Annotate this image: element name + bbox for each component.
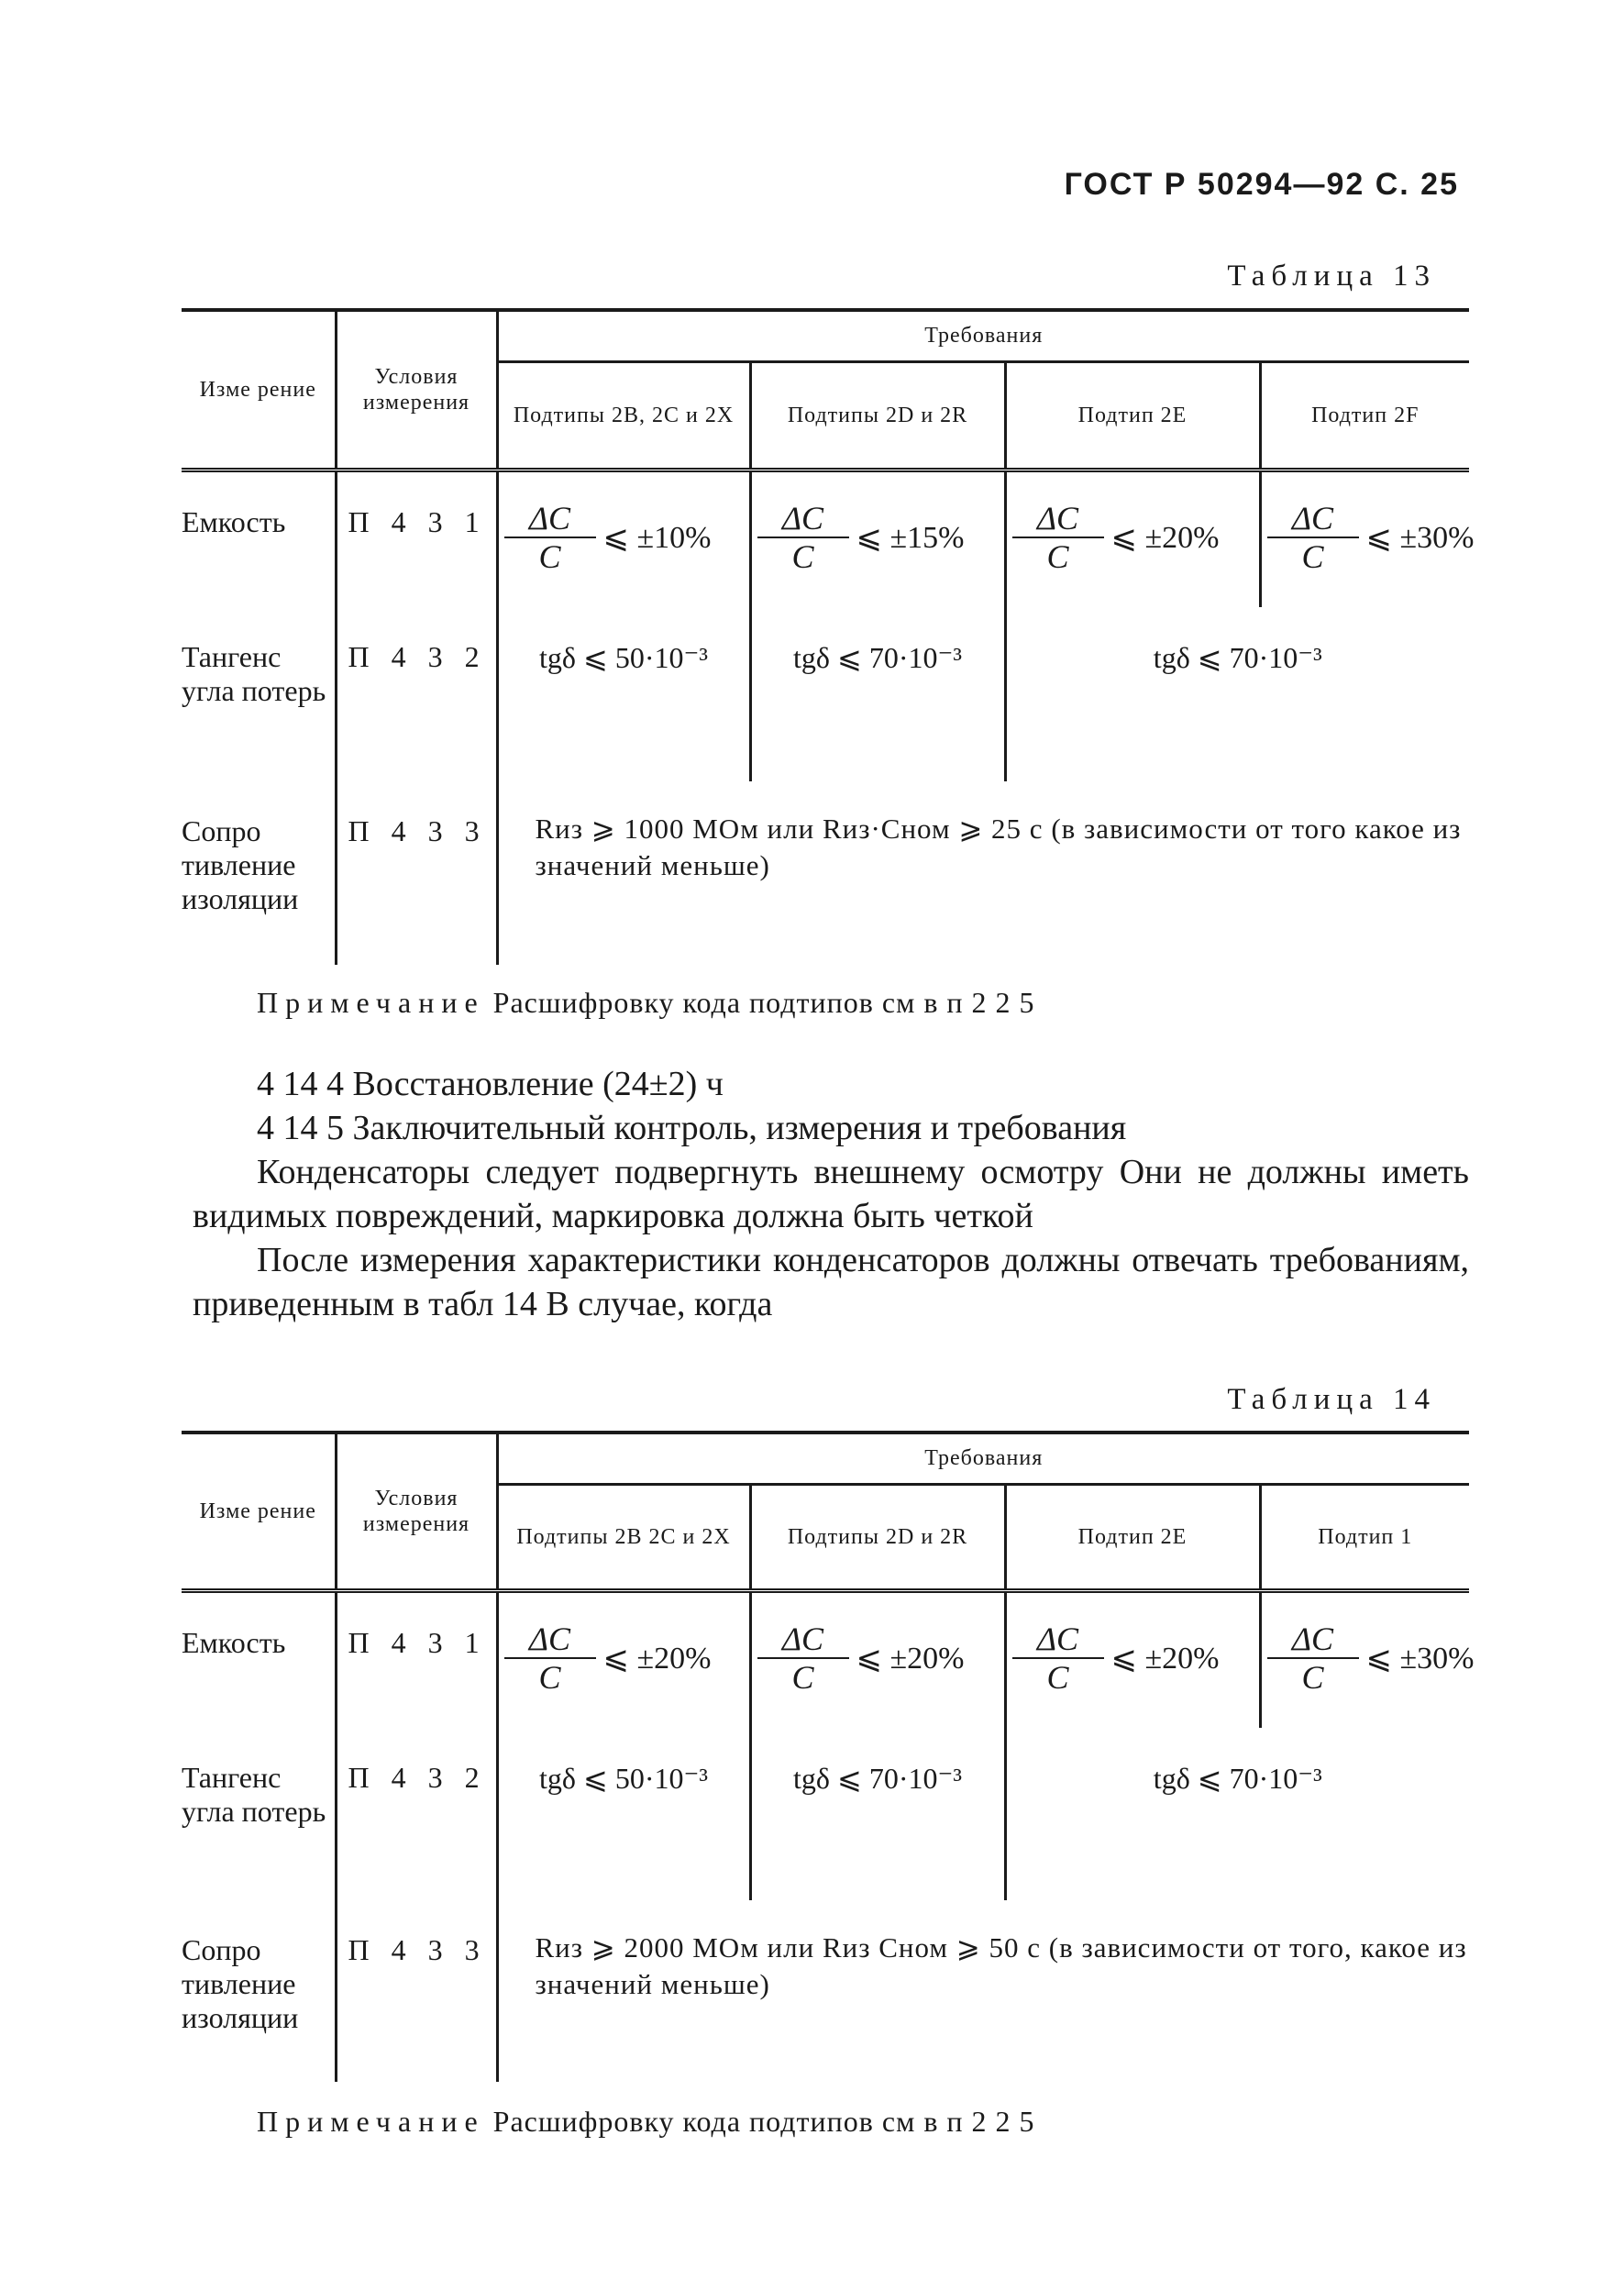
loss-tangent-requirement: tgδ ⩽ 50·10⁻³ — [497, 1728, 750, 1900]
insulation-resistance-requirement: Rиз ⩾ 2000 МОм или Rиз Cном ⩾ 50 с (в зависимости от того, какое из значений меньше) — [497, 1900, 1469, 2082]
row-condition: П 4 3 3 — [336, 1900, 497, 2082]
capacitance-requirement: $\frac{\Delta C}{C}$ ⩽ ±15% — [752, 472, 1004, 575]
subtype-header: Подтипы 2В 2С и 2Х — [497, 1484, 750, 1590]
col-condition-header: Условия измерения — [336, 310, 497, 470]
capacitance-requirement: $\frac{\Delta C}{C}$ ⩽ ±20% — [752, 1593, 1004, 1696]
row-label-capacitance: Емкость — [182, 470, 336, 607]
table-14-note: Примечание Расшифровку кода подтипов см в п 2 2 5 — [257, 2105, 1035, 2138]
col-measure-header: Изме рение — [182, 310, 336, 470]
col-measure-header: Изме рение — [182, 1433, 336, 1590]
row-condition: П 4 3 1 — [336, 1590, 497, 1728]
table-14 — [182, 1431, 1475, 2082]
col-requirements-header: Требования — [497, 1433, 1469, 1484]
row-condition: П 4 3 2 — [336, 1728, 497, 1900]
row-label-capacitance: Емкость — [182, 1590, 336, 1728]
paragraph: 4 14 5 Заключительный контроль, измерения и требования — [257, 1109, 1127, 1147]
body-text — [193, 1062, 1469, 1326]
insulation-resistance-requirement: Rиз ⩾ 1000 МОм или Rиз·Cном ⩾ 25 с (в зависимости от того какое из значений меньше) — [497, 781, 1469, 965]
table-14-caption: Таблица 14 — [1227, 1383, 1436, 1416]
row-condition: П 4 3 1 — [336, 470, 497, 607]
col-requirements-header: Требования — [497, 310, 1469, 361]
row-label-loss-tangent: Тангенс угла потерь — [182, 1761, 326, 1828]
row-label-insulation-resistance: Сопро тивление изоляции — [182, 814, 299, 915]
subtype-header: Подтип 2F — [1260, 361, 1469, 470]
table-13 — [182, 308, 1475, 965]
loss-tangent-requirement: tgδ ⩽ 70·10⁻³ — [750, 1728, 1005, 1900]
subtype-header: Подтип 2Е — [1005, 1484, 1260, 1590]
row-condition: П 4 3 2 — [336, 607, 497, 781]
loss-tangent-requirement: tgδ ⩽ 50·10⁻³ — [497, 607, 750, 781]
loss-tangent-requirement: tgδ ⩽ 70·10⁻³ — [1005, 607, 1469, 781]
table-13-caption: Таблица 13 — [1227, 260, 1436, 293]
subtype-header: Подтип 2Е — [1005, 361, 1260, 470]
subtype-header: Подтипы 2D и 2R — [750, 361, 1005, 470]
capacitance-requirement: $\frac{\Delta C}{C}$ ⩽ ±20% — [1007, 472, 1259, 575]
capacitance-requirement: $\frac{\Delta C}{C}$ ⩽ ±20% — [1007, 1593, 1259, 1696]
table-13-note: Примечание Расшифровку кода подтипов см в п 2 2 5 — [257, 986, 1035, 1019]
capacitance-requirement: $\frac{\Delta C}{C}$ ⩽ ±10% — [499, 472, 749, 575]
col-condition-header: Условия измерения — [336, 1433, 497, 1590]
row-label-insulation-resistance: Сопро тивление изоляции — [182, 1933, 299, 2034]
page-header: ГОСТ Р 50294—92 С. 25 — [1064, 167, 1459, 202]
paragraph: 4 14 4 Восстановление (24±2) ч — [257, 1065, 724, 1103]
paragraph: Конденсаторы следует подвергнуть внешнему осмотру Они не должны иметь видимых повреждений, маркировка должна быть четкой — [193, 1153, 1469, 1235]
row-condition: П 4 3 3 — [336, 781, 497, 965]
capacitance-requirement: $\frac{\Delta C}{C}$ ⩽ ±30% — [1262, 472, 1470, 575]
capacitance-requirement: $\frac{\Delta C}{C}$ ⩽ ±20% — [499, 1593, 749, 1696]
paragraph: После измерения характеристики конденсаторов должны отвечать требованиям, приведенным в табл 14 В случае, когда — [193, 1241, 1469, 1323]
subtype-header: Подтипы 2В, 2С и 2Х — [497, 361, 750, 470]
subtype-header: Подтип 1 — [1260, 1484, 1469, 1590]
row-label-loss-tangent: Тангенс угла потерь — [182, 640, 326, 707]
loss-tangent-requirement: tgδ ⩽ 70·10⁻³ — [750, 607, 1005, 781]
subtype-header: Подтипы 2D и 2R — [750, 1484, 1005, 1590]
capacitance-requirement: $\frac{\Delta C}{C}$ ⩽ ±30% — [1262, 1593, 1470, 1696]
loss-tangent-requirement: tgδ ⩽ 70·10⁻³ — [1005, 1728, 1469, 1900]
